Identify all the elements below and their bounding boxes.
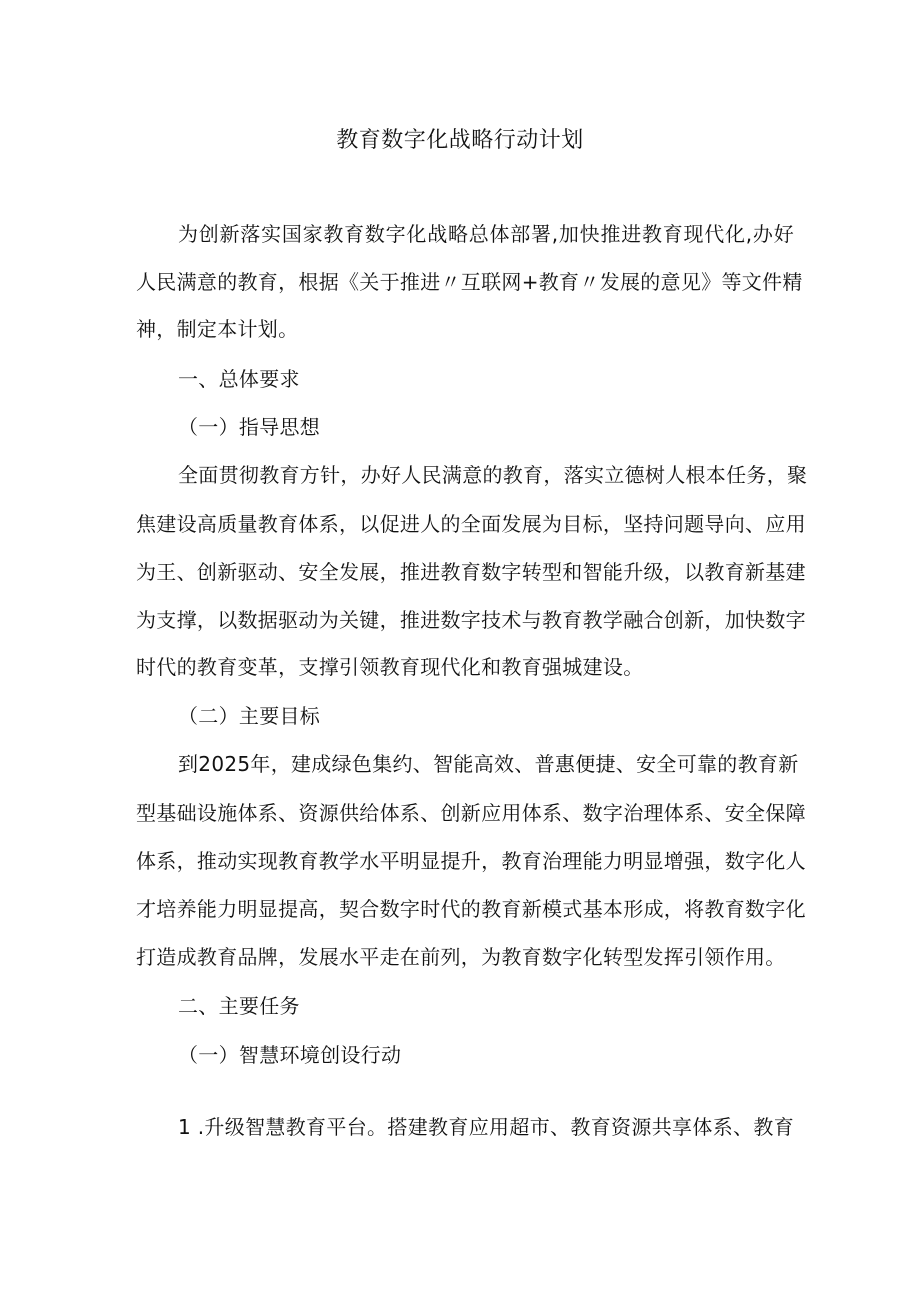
paragraph-line: 时代的教育变革，支撑引领教育现代化和教育强城建设。 (136, 655, 644, 679)
paragraph-line: 型基础设施体系、资源供给体系、创新应用体系、数字治理体系、安全保障 (136, 801, 806, 825)
subsection-heading: （一）智慧环境创设行动 (178, 1043, 402, 1067)
document-title: 教育数字化战略行动计划 (336, 128, 584, 153)
subsection-heading: （二）主要目标 (178, 704, 321, 728)
paragraph-line: 才培养能力明显提高，契合数字时代的教育新模式基本形成，将教育数字化 (136, 897, 806, 921)
paragraph-line: 神，制定本计划。 (136, 317, 299, 341)
paragraph-line: 打造成教育品牌，发展水平走在前列，为教育数字化转型发挥引领作用。 (136, 945, 786, 969)
paragraph-line: 焦建设高质量教育体系，以促进人的全面发展为目标，坚持问题导向、应用 (136, 512, 806, 536)
paragraph-line: 体系，推动实现教育教学水平明显提升，教育治理能力明显增强，数字化人 (136, 849, 806, 873)
paragraph-line: 为支撑，以数据驱动为关键，推进数字技术与教育教学融合创新，加快数字 (136, 608, 806, 632)
paragraph-line: 到2025年，建成绿色集约、智能高效、普惠便捷、安全可靠的教育新 (178, 752, 799, 776)
paragraph-line: 为王、创新驱动、安全发展，推进教育数字转型和智能升级，以教育新基建 (136, 560, 806, 584)
paragraph-line: 为创新落实国家教育数字化战略总体部署,加快推进教育现代化,办好 (178, 222, 794, 246)
subsection-heading: （一）指导思想 (178, 415, 321, 439)
section-heading: 一、总体要求 (178, 367, 300, 391)
paragraph-line: 人民满意的教育，根据《关于推进〃互联网+教育〃发展的意见》等文件精 (136, 270, 803, 294)
section-heading: 二、主要任务 (178, 994, 300, 1018)
paragraph-line: 1 .升级智慧教育平台。搭建教育应用超市、教育资源共享体系、教育 (178, 1115, 794, 1139)
paragraph-line: 全面贯彻教育方针，办好人民满意的教育，落实立德树人根本任务，聚 (178, 463, 808, 487)
